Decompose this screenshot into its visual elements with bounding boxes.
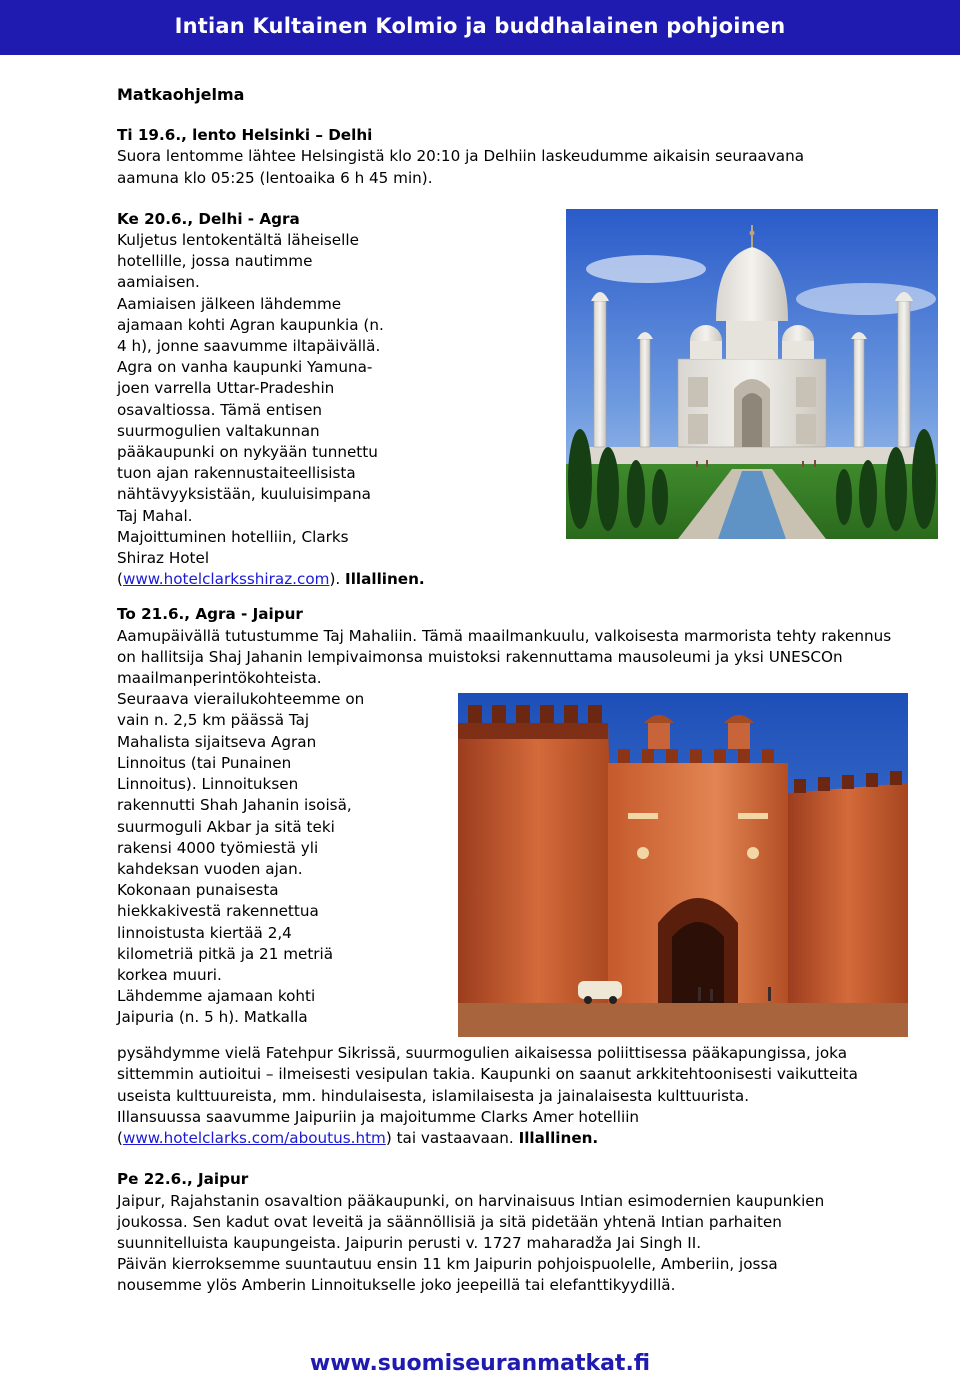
day3-text-line: linnoistusta kiertää 2,4 <box>117 923 292 942</box>
day4-text-line: suunnitelluista kaupungeista. Jaipurin perusti v. 1727 maharadža Jai Singh II. <box>117 1233 702 1252</box>
day3-text-line: hiekkakivestä rakennettua <box>117 902 319 921</box>
day2-text-line: ajamaan kohti Agran kaupunkia (n. <box>117 315 384 334</box>
day2-text-line: joen varrella Uttar-Pradeshin <box>117 379 335 398</box>
day2-text-line: Majoittuminen hotelliin, Clarks <box>117 527 349 546</box>
day2-text-line: aamiaisen. <box>117 273 200 292</box>
day2-text-line: suurmogulien valtakunnan <box>117 421 320 440</box>
day2-text-line: Kuljetus lentokentältä läheiselle <box>117 231 359 250</box>
day2-text-line: hotellille, jossa nautimme <box>117 252 313 271</box>
day3-text-line: Linnoitus (tai Punainen <box>117 753 292 772</box>
day3-text-line: rakensi 4000 työmiestä yli <box>117 838 319 857</box>
day3-text-line: Lähdemme ajamaan kohti <box>117 987 316 1006</box>
day3-text-line: suurmoguli Akbar ja sitä teki <box>117 817 335 836</box>
day4-text-line: nousemme ylös Amberin Linnoitukselle joko jeepeillä tai elefanttikyydillä. <box>117 1276 676 1295</box>
day3-text-line: kahdeksan vuoden ajan. <box>117 859 303 878</box>
day2-text-line: nähtävyyksistään, kuuluisimpana <box>117 485 371 504</box>
day3-text-line: Linnoitus). Linnoituksen <box>117 775 299 794</box>
itinerary-content <box>117 84 907 1297</box>
day2-heading: Ke 20.6., Delhi - Agra <box>117 209 300 228</box>
agra-fort-photo <box>458 693 908 1037</box>
day2-text-line: osavaltiossa. Tämä entisen <box>117 400 323 419</box>
day2-text-line: Taj Mahal. <box>117 506 193 525</box>
day1-text-line: Suora lentomme lähtee Helsingistä klo 20:10 ja Delhiin laskeudumme aikaisin seuraavana <box>117 147 805 166</box>
day3-text-line: Jaipuria (n. 5 h). Matkalla <box>117 1008 308 1027</box>
hotel-link-clarks-shiraz[interactable]: www.hotelclarksshiraz.com <box>122 570 330 589</box>
day3-hotel-line: (www.hotelclarks.com/aboutus.htm) tai vastaavaan. Illallinen. <box>117 1129 599 1148</box>
day2-text-line: Aamiaisen jälkeen lähdemme <box>117 294 342 313</box>
section-title: Matkaohjelma <box>117 85 245 104</box>
day2-text-line: 4 h), jonne saavumme iltapäivällä. <box>117 337 381 356</box>
day3-text-line: korkea muuri. <box>117 965 222 984</box>
taj-mahal-photo <box>566 209 938 539</box>
day4-text-line: Jaipur, Rajahstanin osavaltion pääkaupunki, on harvinaisuus Intian esimodernien kaupunkien <box>117 1191 825 1210</box>
day3-text-line: Illansuussa saavumme Jaipuriin ja majoitumme Clarks Amer hotelliin <box>117 1107 640 1126</box>
day3-heading: To 21.6., Agra - Jaipur <box>117 605 303 624</box>
day3-text-line: sittemmin autioitui – ilmeisesti vesipulan takia. Kaupunki on saanut arkkitehtoonisesti vaikutteita <box>117 1065 858 1084</box>
day4-heading: Pe 22.6., Jaipur <box>117 1170 249 1189</box>
day3-text-line: vain n. 2,5 km päässä Taj <box>117 711 310 730</box>
document-title: Intian Kultainen Kolmio ja buddhalainen pohjoinen <box>174 14 786 38</box>
day2-text-line: Agra on vanha kaupunki Yamuna- <box>117 358 373 377</box>
day3-text-line: kilometriä pitkä ja 21 metriä <box>117 944 334 963</box>
day3-text-line: rakennutti Shah Jahanin isoisä, <box>117 796 352 815</box>
day2-hotel-line: (www.hotelclarksshiraz.com). Illallinen. <box>117 570 425 589</box>
day3-text-line: Kokonaan punaisesta <box>117 881 279 900</box>
day3-text-line: Mahalista sijaitseva Agran <box>117 732 317 751</box>
day3-text-line: Seuraava vierailukohteemme on <box>117 690 365 709</box>
day2-text-line: pääkaupunki on nykyään tunnettu <box>117 443 378 462</box>
day3-text-line: on hallitsija Shaj Jahanin lempivaimonsa muistoksi rakennuttama mausoleumi ja yksi UNESCOn <box>117 647 843 666</box>
day3-text-line: pysähdymme vielä Fatehpur Sikrissä, suurmogulien aikaisessa poliittisessa pääkapungissa, joka <box>117 1044 848 1063</box>
day3-text-line: maailmanperintökohteista. <box>117 669 322 688</box>
day3-text-line: Aamupäivällä tutustumme Taj Mahaliin. Tämä maailmankuulu, valkoisesta marmorista tehty rakennus <box>117 626 892 645</box>
footer-website[interactable]: www.suomiseuranmatkat.fi <box>309 1351 651 1376</box>
dinner-label: Illallinen. <box>518 1129 599 1148</box>
day4-text-line: Päivän kierroksemme suuntautuu ensin 11 km Jaipurin pohjoispuolelle, Amberiin, jossa <box>117 1255 778 1274</box>
day3-text-line: useista kulttuureista, mm. hindulaisesta, islamilaisesta ja jainalaisesta kulttuurista. <box>117 1086 750 1105</box>
day1-text-line: aamuna klo 05:25 (lentoaika 6 h 45 min). <box>117 168 433 187</box>
header-bar <box>0 0 960 55</box>
day2-text-line: tuon ajan rakennustaiteellisista <box>117 464 356 483</box>
day4-text-line: joukossa. Sen kadut ovat leveitä ja säännöllisiä ja sitä pidetään yhtenä Intian parhaiten <box>117 1212 782 1231</box>
dinner-label: Illallinen. <box>345 570 425 589</box>
hotel-link-clarks-amer[interactable]: www.hotelclarks.com/aboutus.htm <box>122 1129 386 1148</box>
day2-text-line: Shiraz Hotel <box>117 549 210 568</box>
day1-heading: Ti 19.6., lento Helsinki – Delhi <box>117 126 373 145</box>
